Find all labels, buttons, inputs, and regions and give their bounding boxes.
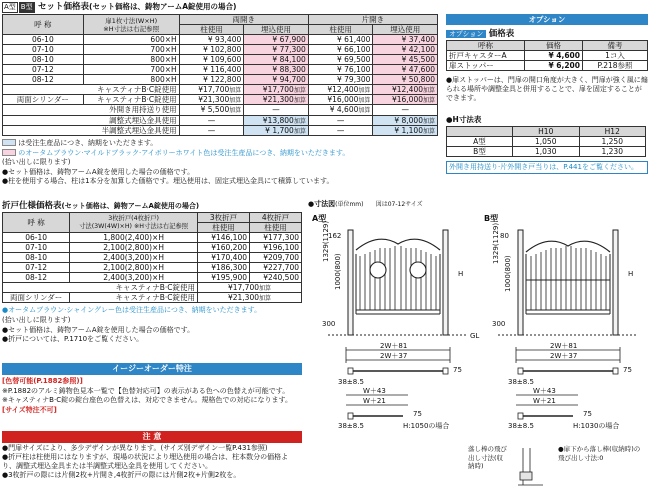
col-d-pole: 柱使用 — [179, 25, 244, 35]
h-table-note: 外開き用持送り·片外開き戸当りは、P.441をご覧ください。 — [446, 161, 648, 174]
extra-cell: — — [179, 115, 244, 125]
h-row-type: B型 — [447, 147, 513, 157]
price-notes: は受注生産品につき、納期をいただきます。 のオータムブラウン·マイルドブラック·アイボリーホワイト色は受注生産品につき、納期をいただきます。 (拾い出しに限ります) ●セット価格は、鋳物アームA錠を使用した場合の価格です。 ●柱を使用する場合、柱は1本分を加算した価格です。埋込使用は、固定式埋込金具にて積算しています。 — [2, 138, 350, 186]
caution-line: ●3枚折戸の際には片側2枚+片開き,4枚折戸の際には片側2枚+片側2枚を。 — [2, 471, 241, 479]
fold-row-name: 07-10 — [3, 243, 70, 253]
opt-row-name: 折戸キャスターA — [447, 51, 525, 61]
caution-section — [2, 431, 302, 480]
row-s-embed: ¥ 50,800 — [373, 75, 438, 85]
dim-b-side: 300 — [492, 320, 506, 328]
row-size: 700×H — [83, 45, 179, 55]
fold-row-4: ¥196,100 — [250, 243, 302, 253]
extra-cell: — — [373, 105, 438, 115]
extra-cell: ¥ 8,000加算 — [373, 115, 438, 125]
dim-b-w21: W＋21 — [533, 397, 556, 405]
dim-a-75b: 75 — [413, 410, 422, 418]
opt-row-name: 扉ストッパー — [447, 61, 525, 71]
extra-cell: — — [244, 105, 309, 115]
extra-label: キャスティナB·C錠使用 — [3, 85, 180, 95]
h-row-h12: 1,230 — [579, 147, 646, 157]
col-single: 片開き — [308, 15, 437, 25]
extra-label: 半調整式埋込金具使用 — [3, 125, 180, 135]
fold-cylinder: 両面シリンダー — [3, 293, 70, 303]
row-s-pole: ¥ 79,300 — [308, 75, 373, 85]
gate-b-drawing — [498, 230, 638, 335]
row-name: 06-10 — [3, 35, 84, 45]
opt-row-price: ¥ 4,600 — [525, 51, 583, 61]
dim-a-w81: 2W＋81 — [380, 342, 408, 350]
fold-row-name: 08-10 — [3, 253, 70, 263]
row-d-embed: ¥ 77,300 — [244, 45, 309, 55]
fold-row-3: ¥186,300 — [198, 263, 250, 273]
row-name: 08-12 — [3, 75, 84, 85]
dim-a-75: 75 — [453, 366, 462, 374]
latch-b-note: ●扉下から落し棒(収納時)の飛び出し寸法:0 — [558, 445, 641, 462]
fold-row-name: 07-12 — [3, 263, 70, 273]
row-d-embed: ¥ 88,300 — [244, 65, 309, 75]
swatch-pink — [2, 149, 16, 156]
diagram-b-label: B型 — [484, 214, 499, 223]
row-d-pole: ¥ 116,400 — [179, 65, 244, 75]
fold-row-name: 08-12 — [3, 273, 70, 283]
gate-a-drawing — [328, 230, 468, 335]
row-s-embed: ¥ 42,100 — [373, 45, 438, 55]
dim-b-75: 75 — [623, 366, 632, 374]
price-row — [3, 45, 438, 55]
type-b-tag: B型 — [20, 3, 33, 11]
dim-a-h2: 1000(800) — [334, 253, 342, 290]
dim-b-w37: 2W＋37 — [550, 352, 578, 360]
diagram-title: ●寸法図 — [308, 200, 336, 208]
extra-cell: — — [179, 125, 244, 135]
extra-cell: ¥17,700加算 — [244, 85, 309, 95]
h-table-title: ●H寸法表 — [446, 115, 482, 124]
easy-line: ※P.1882のアルミ鋳物色見本一覧で【色替対応可】の表示がある色への色替えが可能です。 — [2, 386, 290, 395]
row-s-pole: ¥ 76,100 — [308, 65, 373, 75]
row-size: 800×H — [83, 55, 179, 65]
row-name: 07-10 — [3, 45, 84, 55]
price-table-title: セット価格表 — [38, 2, 90, 12]
fold-row-4: ¥227,700 — [250, 263, 302, 273]
extra-label: キャスティナB·C錠使用 — [83, 95, 179, 105]
row-d-pole: ¥ 122,800 — [179, 75, 244, 85]
fold-title: 折戸仕様価格表 — [2, 201, 62, 211]
row-size: 600×H — [83, 35, 179, 45]
fold-col-size: 3枚折戸(4枚折戸) 寸法(3W(4W)×H) ※H寸法は右記参照 — [70, 213, 198, 233]
dimension-diagram — [308, 200, 648, 495]
dim-top: 162 — [328, 232, 342, 240]
fold-row — [3, 253, 302, 263]
extra-cell: ¥21,300加算 — [179, 95, 244, 105]
h-col-h10: H10 — [513, 127, 580, 137]
fold-notes: ●オータムブラウン·シャイングレー色は受注生産品につき、納期をいただきます。 (拾い出しに限ります) ●セット価格は、鋳物アームA錠を使用した場合の価格です。 ●折戸については、P.1710をご覧ください。 — [2, 306, 262, 344]
price-table-subtitle: (セット価格は、鋳物アームA錠使用の場合) — [89, 2, 237, 11]
fold-section — [2, 200, 302, 345]
diagram-a-label: A型 — [312, 214, 327, 223]
caution-title: 注 意 — [2, 431, 302, 443]
extra-cell: ¥13,800加算 — [244, 115, 309, 125]
col-s-embed: 埋込使用 — [373, 25, 438, 35]
option-title: 価格表 — [488, 29, 515, 39]
opt-row-note: P.218参照 — [583, 61, 648, 71]
fold-row — [3, 273, 302, 283]
dim-b-h1: 1329(1129) — [492, 222, 500, 264]
extra-cell: ¥16,000加算 — [308, 95, 373, 105]
extra-cell: ¥12,400加算 — [373, 85, 438, 95]
latch-diagrams — [518, 448, 543, 485]
dim-a-h: H — [458, 270, 464, 278]
dim-b-top: 80 — [500, 232, 509, 240]
extra-cell: — — [308, 115, 373, 125]
easy-order-section — [2, 363, 302, 415]
row-name: 07-12 — [3, 65, 84, 75]
extra-cell: ¥ 1,700加算 — [244, 125, 309, 135]
extra-cell: ¥17,700加算 — [179, 85, 244, 95]
fold-row-4: ¥177,300 — [250, 233, 302, 243]
row-d-pole: ¥ 102,800 — [179, 45, 244, 55]
opt-col-name: 呼称 — [447, 41, 525, 51]
price-row — [3, 65, 438, 75]
row-d-embed: ¥ 94,700 — [244, 75, 309, 85]
dim-b-75b: 75 — [583, 410, 592, 418]
extra-label: 外開き用持送り使用 — [3, 105, 180, 115]
fold-col-name: 呼 称 — [3, 213, 70, 233]
opt-row-note: 1コ入 — [583, 51, 648, 61]
opt-row-price: ¥ 6,200 — [525, 61, 583, 71]
row-size: 700×H — [83, 65, 179, 75]
extra-cell: ¥16,000加算 — [373, 95, 438, 105]
dim-b-w43: W＋43 — [533, 387, 556, 395]
dim-a-h1: 1329(1129) — [322, 220, 330, 262]
fold-row-name: 06-10 — [3, 233, 70, 243]
extra-cell: — — [308, 125, 373, 135]
option-header: オプション — [446, 14, 648, 25]
dim-a-side: 300 — [322, 320, 336, 328]
diagram-fig: 図は07-12サイズ — [375, 201, 423, 208]
option-table — [446, 40, 648, 71]
fold-extra-label: キャスティナB·C錠使用 — [70, 293, 198, 303]
row-name: 08-10 — [3, 55, 84, 65]
fold-row-size: 1,800(2,400)×H — [70, 233, 198, 243]
col-s-pole: 柱使用 — [308, 25, 373, 35]
dim-b-w81: 2W＋81 — [550, 342, 578, 350]
fold-row-size: 2,100(2,800)×H — [70, 263, 198, 273]
price-row — [3, 35, 438, 45]
option-box — [446, 14, 648, 103]
extra-cell: ¥ 5,500加算 — [179, 105, 244, 115]
fold-col-pole: 柱使用 — [198, 223, 250, 233]
price-row — [3, 55, 438, 65]
fold-row — [3, 233, 302, 243]
row-s-embed: ¥ 47,600 — [373, 65, 438, 75]
dim-a-w37: 2W＋37 — [380, 352, 408, 360]
fold-row-size: 2,400(3,200)×H — [70, 253, 198, 263]
row-s-embed: ¥ 37,400 — [373, 35, 438, 45]
dim-a-post2: 38±8.5 — [338, 422, 364, 430]
h-row-h12: 1,250 — [579, 137, 646, 147]
col-name: 呼 称 — [3, 15, 84, 35]
col-double: 両開き — [179, 15, 308, 25]
h-size-section — [446, 115, 648, 174]
fold-row — [3, 263, 302, 273]
row-s-pole: ¥ 61,400 — [308, 35, 373, 45]
extra-cell: ¥21,300加算 — [244, 95, 309, 105]
latch-a-note: 落し棒の飛び出し寸法(収納時) — [468, 445, 507, 470]
fold-col-pole: 柱使用 — [250, 223, 302, 233]
fold-row-3: ¥195,900 — [198, 273, 250, 283]
fold-subtitle: (セット価格は、鋳物アームA錠使用の場合) — [61, 202, 200, 210]
h-row-type: A型 — [447, 137, 513, 147]
dim-a-gl: GL — [470, 332, 480, 340]
extra-cell: ¥ 1,100加算 — [373, 125, 438, 135]
fold-row — [3, 243, 302, 253]
extra-label: 調整式埋込金具使用 — [3, 115, 180, 125]
fold-extra-value: ¥21,300加算 — [198, 293, 302, 303]
dim-a-w43: W＋43 — [363, 387, 386, 395]
h-col-h12: H12 — [579, 127, 646, 137]
price-row — [3, 75, 438, 85]
fold-row-4: ¥240,500 — [250, 273, 302, 283]
option-notes: ●扉ストッパーは、門扉の開口角度が大きく、門扉が強く風に煽られる場所や調整金具と併用することで、扉を固定することができます。 — [446, 76, 648, 102]
easy-size-head: [サイズ特注不可] — [2, 405, 57, 414]
option-badge: オプション — [446, 30, 486, 38]
h-table — [446, 126, 646, 157]
row-size: 800×H — [83, 75, 179, 85]
fold-row-3: ¥146,100 — [198, 233, 250, 243]
fold-col-3: 3枚折戸 — [198, 213, 250, 223]
fold-extra-label: キャスティナB·C錠使用 — [3, 283, 198, 293]
caution-line: ●門扉サイズにより、多少デザインが異なります。(サイズ別デザイン一覧P.431参照) — [2, 444, 268, 452]
col-size: 扉1枚寸法(W×H) ※H寸法は右記参照 — [83, 15, 179, 35]
extra-cell: ¥ 4,600加算 — [308, 105, 373, 115]
h-row-h10: 1,050 — [513, 137, 580, 147]
row-d-pole: ¥ 109,600 — [179, 55, 244, 65]
row-s-embed: ¥ 45,500 — [373, 55, 438, 65]
row-s-pole: ¥ 69,500 — [308, 55, 373, 65]
fold-row-3: ¥170,400 — [198, 253, 250, 263]
price-table — [2, 14, 438, 136]
dim-b-h2: 1000(800) — [504, 255, 512, 292]
dim-a-h1050: H:1050の場合 — [403, 422, 450, 430]
dim-b-post2: 38±8.5 — [508, 422, 534, 430]
easy-color-head: [色替可能(P.1882参照)] — [2, 377, 83, 385]
row-d-pole: ¥ 93,400 — [179, 35, 244, 45]
fold-col-4: 4枚折戸 — [250, 213, 302, 223]
extra-cell: ¥12,400加算 — [308, 85, 373, 95]
row-d-embed: ¥ 84,100 — [244, 55, 309, 65]
fold-row-3: ¥160,200 — [198, 243, 250, 253]
dim-a-post: 38±8.5 — [338, 378, 364, 386]
dim-b-h1030: H:1030の場合 — [573, 422, 620, 430]
swatch-blue — [2, 139, 16, 146]
type-a-tag: A型 — [4, 3, 16, 11]
diagram-unit: (単位mm) — [335, 201, 364, 208]
fold-row-size: 2,400(3,200)×H — [70, 273, 198, 283]
fold-row-size: 2,100(2,800)×H — [70, 243, 198, 253]
fold-extra-value: ¥17,700加算 — [198, 283, 302, 293]
dim-a-w21: W＋21 — [363, 397, 386, 405]
col-d-embed: 埋込使用 — [244, 25, 309, 35]
caution-line: ●折戸柱は柱使用にはなりますが、現場の状況により埋込使用の場合は、柱本数分の価格より、調整式埋込金具または半調整式埋込金具を使用してください。 — [2, 453, 289, 470]
easy-line: ※キャスティナB·C錠の錠台座色の色替えは、対応できません。規格色での対応になります。 — [2, 396, 292, 405]
h-col-type — [447, 127, 513, 137]
fold-row-4: ¥209,700 — [250, 253, 302, 263]
h-row-h10: 1,030 — [513, 147, 580, 157]
opt-col-price: 価格 — [525, 41, 583, 51]
row-d-embed: ¥ 67,900 — [244, 35, 309, 45]
dim-b-post: 38±8.5 — [508, 378, 534, 386]
fold-table — [2, 212, 302, 303]
price-section — [2, 1, 438, 187]
row-s-pole: ¥ 66,100 — [308, 45, 373, 55]
dim-b-h: H — [628, 270, 634, 278]
opt-col-note: 備考 — [583, 41, 648, 51]
easy-order-title: イージーオーダー特注 — [2, 363, 302, 375]
cylinder-label: 両面シリンダー — [3, 95, 84, 105]
